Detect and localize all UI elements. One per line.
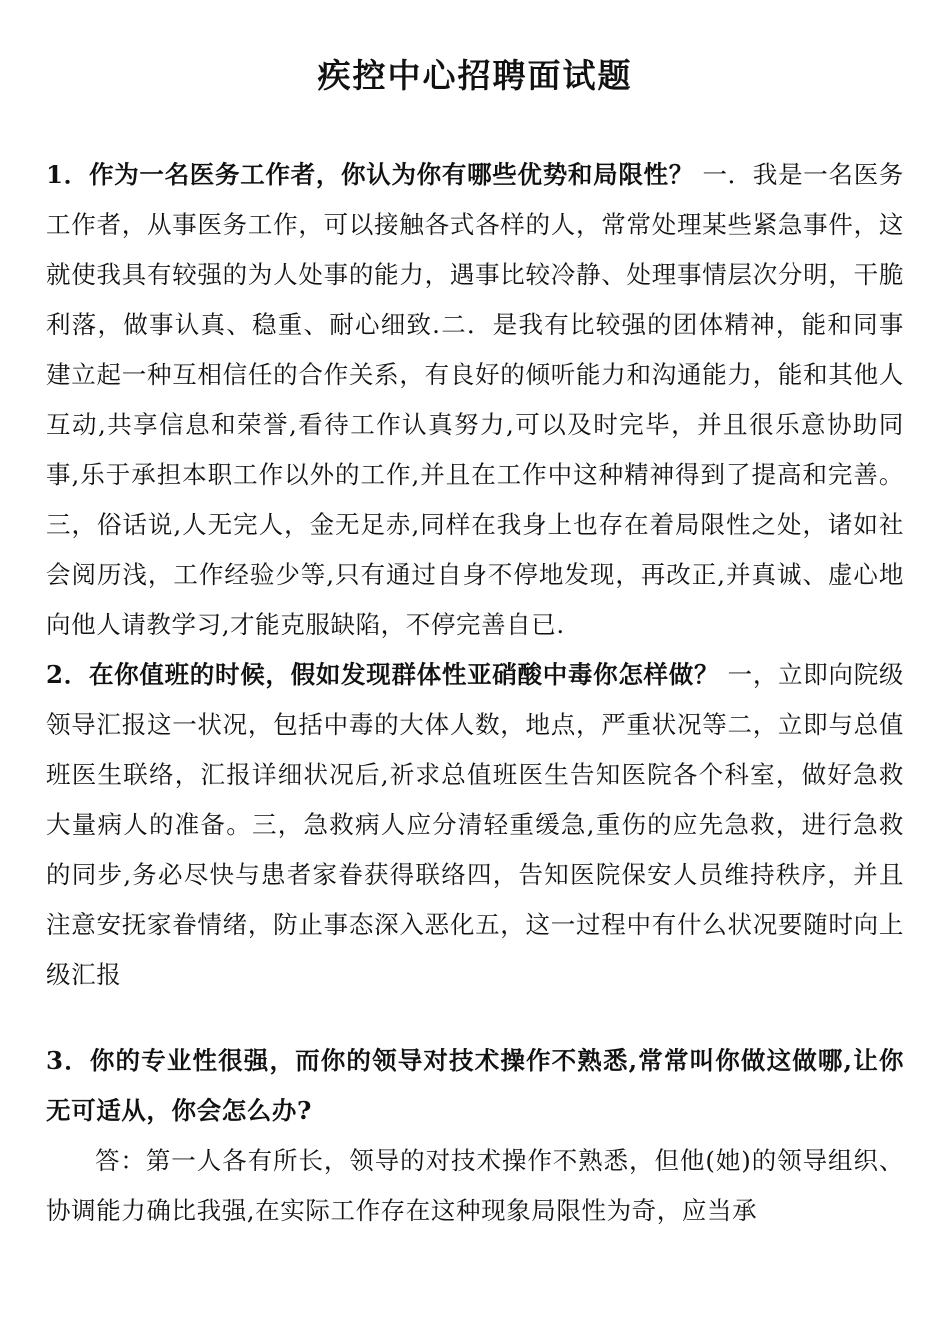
question-1-text: 1．作为一名医务工作者，你认为你有哪些优势和局限性？: [46, 160, 694, 189]
question-2-text: 2．在你值班的时候，假如发现群体性亚硝酸中毒你怎样做？: [46, 660, 720, 689]
section-gap: [46, 1000, 904, 1036]
question-3-text: 3．你的专业性很强，而你的领导对技术操作不熟悉,常常叫你做这做哪,让你无可适从，你会怎么办?: [46, 1046, 904, 1125]
answer-2-text: 一，立即向院级领导汇报这一状况，包括中毒的大体人数，地点，严重状况等二，立即与总值班医生联络，汇报详细状况后,祈求总值班医生告知医院各个科室，做好急救大量病人的准备。三，急救病人应分清轻重缓急,重伤的应先急救，进行急救的同步,务必尽快与患者家眷获得联络四，告知医院保安人员维持秩序，并且注意安抚家眷情绪，防止事态深入恶化五，这一过程中有什么状况要随时向上级汇报: [46, 660, 904, 989]
question-2-block: [46, 650, 904, 1000]
answer-3-text: 答：第一人各有所长，领导的对技术操作不熟悉，但他(她)的领导组织、协调能力确比我强,在实际工作存在这种现象局限性为奇，应当承: [46, 1146, 904, 1225]
page-title: 疾控中心招聘面试题: [317, 56, 633, 95]
answer-1-text: 一．我是一名医务工作者，从事医务工作，可以接触各式各样的人，常常处理某些紧急事件，这就使我具有较强的为人处事的能力，遇事比较冷静、处理事情层次分明，干脆利落，做事认真、稳重、耐心细致.二．是我有比较强的团体精神，能和同事建立起一种互相信任的合作关系，有良好的倾听能力和沟通能力，能和其他人互动,共享信息和荣誉,看待工作认真努力,可以及时完毕，并且很乐意协助同事,乐于承担本职工作以外的工作,并且在工作中这种精神得到了提高和完善。三，俗话说,人无完人，金无足赤,同样在我身上也存在着局限性之处，诸如社会阅历浅，工作经验少等,只有通过自身不停地发现，再改正,并真诚、虚心地向他人请教学习,才能克服缺陷，不停完善自已.: [46, 160, 905, 639]
question-1-block: [46, 150, 904, 650]
